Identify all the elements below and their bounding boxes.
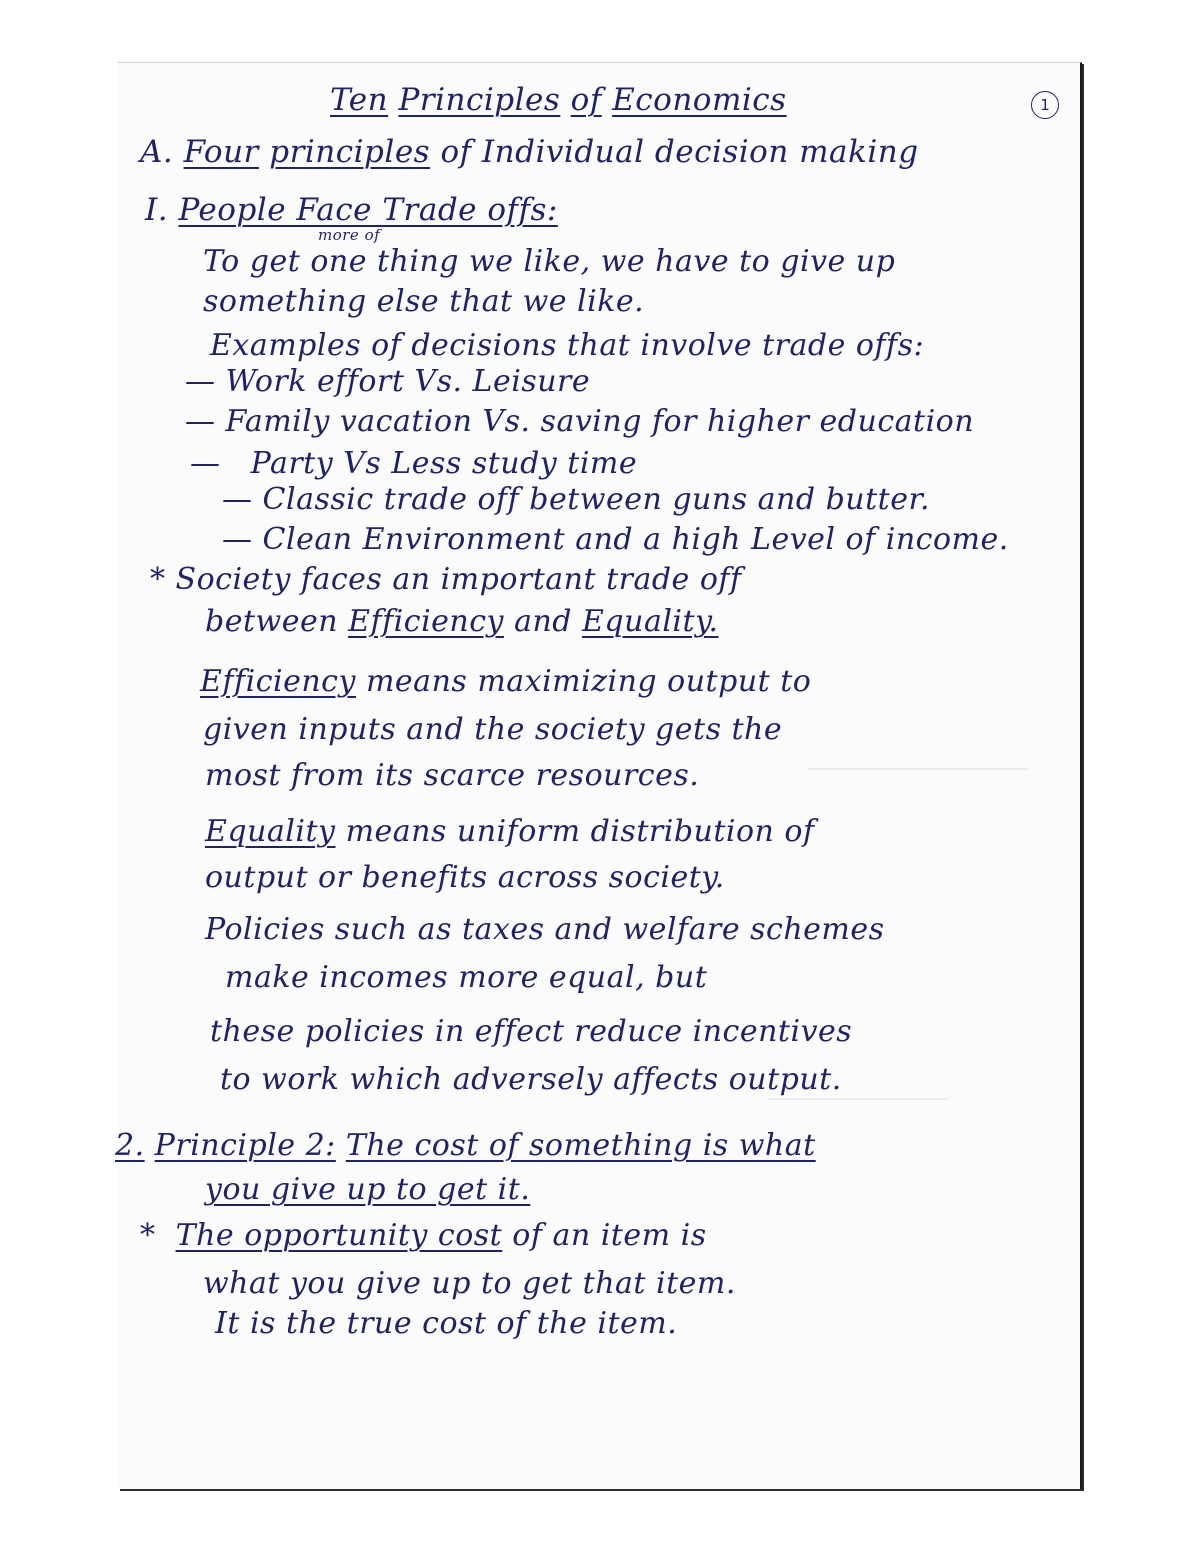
body-line: these policies in effect reduce incentives [210,1014,853,1049]
principle-2-heading: you give up to get it. [205,1172,531,1207]
equality-definition: Equality means uniform distribution of [205,814,815,849]
body-line: To get one thing we like, we have to give up [203,244,896,279]
list-item: — Clean Environment and a high Level of income. [222,522,1009,557]
principle-2-heading: 2. Principle 2: The cost of something is what [115,1128,816,1163]
page-number: 1 [1031,91,1059,119]
body-line: It is the true cost of the item. [215,1306,678,1341]
list-item: — Work effort Vs. Leisure [185,364,591,399]
list-item: — Family vacation Vs. saving for higher education [185,404,975,439]
list-item: — Classic trade off between guns and butter. [222,482,931,517]
body-line: output or benefits across society. [205,860,725,895]
opportunity-cost-definition: * The opportunity cost of an item is [140,1218,707,1253]
body-line: make incomes more equal, but [225,960,708,995]
body-line: given inputs and the society gets the [203,712,783,747]
body-line: to work which adversely affects output. [220,1062,842,1097]
insert-note: more of [318,226,381,244]
body-line: something else that we like. [203,284,645,319]
body-line: most from its scarce resources. [205,758,700,793]
page-title: Ten Principles of Economics [330,82,787,118]
body-line: Policies such as taxes and welfare schemes [205,912,885,947]
list-item: — Party Vs Less study time [190,446,638,481]
society-line: * Society faces an important trade off [150,562,742,597]
body-line: Examples of decisions that involve trade offs: [210,328,925,363]
section-a-heading: A. Four principles of Individual decision making [140,134,919,170]
efficiency-definition: Efficiency means maximizing output to [200,664,812,699]
body-line: what you give up to get that item. [203,1266,736,1301]
principle-1-heading: I. People Face Trade offs: [145,192,558,228]
society-line: between Efficiency and Equality. [205,604,719,639]
bleed-through-mark [808,768,1028,788]
bleed-through-mark [768,1098,948,1118]
